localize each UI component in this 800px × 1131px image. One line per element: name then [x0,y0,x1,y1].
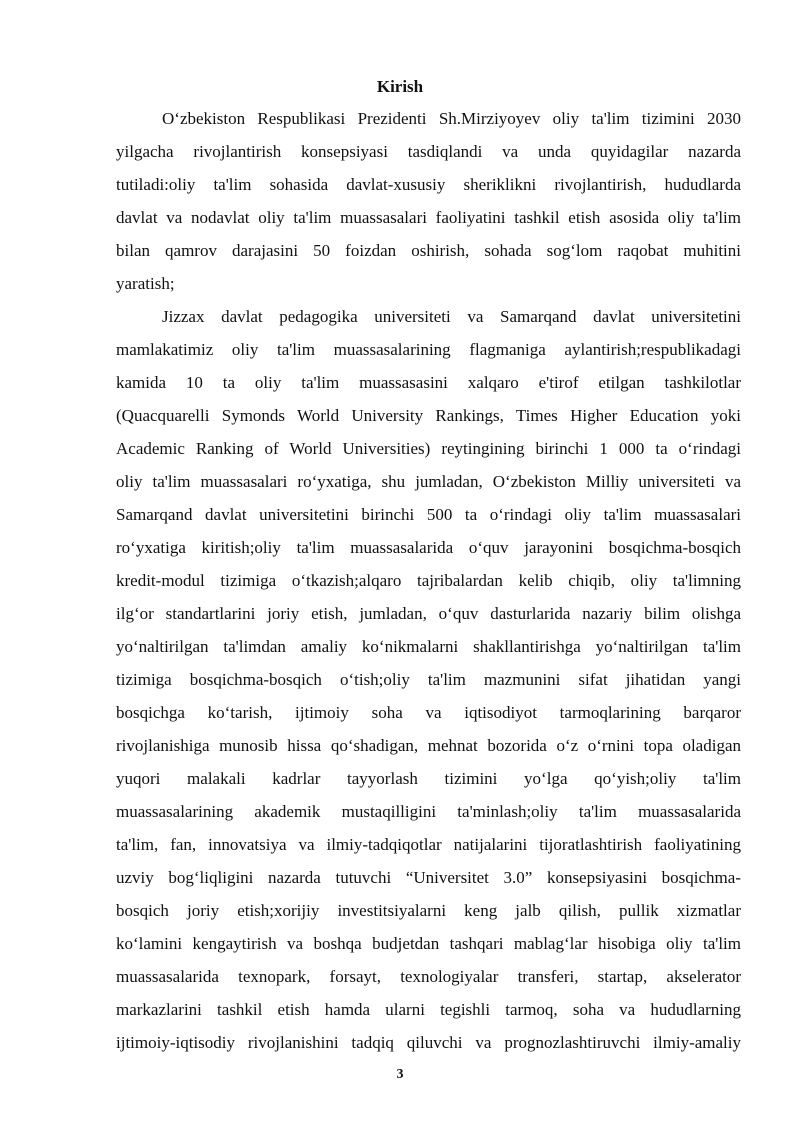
page-title: Kirish [376,77,424,96]
text-line: bosqich joriy etish;xorijiy investitsiyalarni keng jalb qilish, pullik xizmatlar [116,901,741,920]
text-line: yuqori malakali kadrlar tayyorlash tizimini yo‘lga qo‘yish;oliy ta'lim [116,769,741,788]
text-line: tutiladi:oliy ta'lim sohasida davlat-xususiy sheriklikni rivojlantirish, hududlarda [116,175,741,194]
text-line: Academic Ranking of World Universities) reytingining birinchi 1 000 ta o‘rindagi [116,439,741,458]
text-line: bilan qamrov darajasini 50 foizdan oshirish, sohada sog‘lom raqobat muhitini [116,241,741,260]
text-line: (Quacquarelli Symonds World University Rankings, Times Higher Education yoki [116,406,741,425]
text-line: tizimiga bosqichma-bosqich o‘tish;oliy ta'lim mazmunini sifat jihatidan yangi [116,670,741,689]
text-line: kamida 10 ta oliy ta'lim muassasasini xalqaro e'tirof etilgan tashkilotlar [116,373,741,392]
text-line: O‘zbekiston Respublikasi Prezidenti Sh.Mirziyoyev oliy ta'lim tizimini 2030 [162,109,741,128]
text-line: ilg‘or standartlarini joriy etish, jumladan, o‘quv dasturlarida nazariy bilim olishga [116,604,741,623]
text-line: mamlakatimiz oliy ta'lim muassasalarining flagmaniga aylantirish;respublikadagi [116,340,741,359]
text-line: kredit-modul tizimiga o‘tkazish;alqaro tajribalardan kelib chiqib, oliy ta'limning [116,571,741,590]
text-line: davlat va nodavlat oliy ta'lim muassasalari faoliyatini tashkil etish asosida oliy ta'lim [116,208,741,227]
text-line: oliy ta'lim muassasalari ro‘yxatiga, shu jumladan, O‘zbekiston Milliy universiteti va [116,472,741,491]
text-line: yo‘naltirilgan ta'limdan amaliy ko‘nikmalarni shakllantirishga yo‘naltirilgan ta'lim [116,637,741,656]
text-line: ijtimoiy-iqtisodiy rivojlanishini tadqiq qiluvchi va prognozlashtiruvchi ilmiy-amaliy [116,1033,741,1052]
text-line: ta'lim, fan, innovatsiya va ilmiy-tadqiqotlar natijalarini tijoratlashtirish faoliyatining [116,835,741,854]
page-number: 3 [396,1067,404,1082]
text-line: markazlarini tashkil etish hamda ularni tegishli tarmoq, soha va hududlarning [116,1000,741,1019]
text-line: yilgacha rivojlantirish konsepsiyasi tasdiqlandi va unda quyidagilar nazarda [116,142,741,161]
text-line: Samarqand davlat universitetini birinchi 500 ta o‘rindagi oliy ta'lim muassasalari [116,505,741,524]
text-line: rivojlanishiga munosib hissa qo‘shadigan, mehnat bozorida o‘z o‘rnini topa oladigan [116,736,741,755]
text-line: ko‘lamini kengaytirish va boshqa budjetdan tashqari mablag‘lar hisobiga oliy ta'lim [116,934,741,953]
text-line: bosqichga ko‘tarish, ijtimoiy soha va iqtisodiyot tarmoqlarining barqaror [116,703,741,722]
text-line: muassasalarida texnopark, forsayt, texnologiyalar transferi, startap, akselerator [116,967,741,986]
text-line: yaratish; [116,274,175,293]
text-line: Jizzax davlat pedagogika universiteti va Samarqand davlat universitetini [162,307,741,326]
text-line: muassasalarining akademik mustaqilligini ta'minlash;oliy ta'lim muassasalarida [116,802,741,821]
text-line: ro‘yxatiga kiritish;oliy ta'lim muassasalarida o‘quv jarayonini bosqichma-bosqich [116,538,741,557]
text-line: uzviy bog‘liqligini nazarda tutuvchi “Universitet 3.0” konsepsiyasini bosqichma- [116,868,741,887]
